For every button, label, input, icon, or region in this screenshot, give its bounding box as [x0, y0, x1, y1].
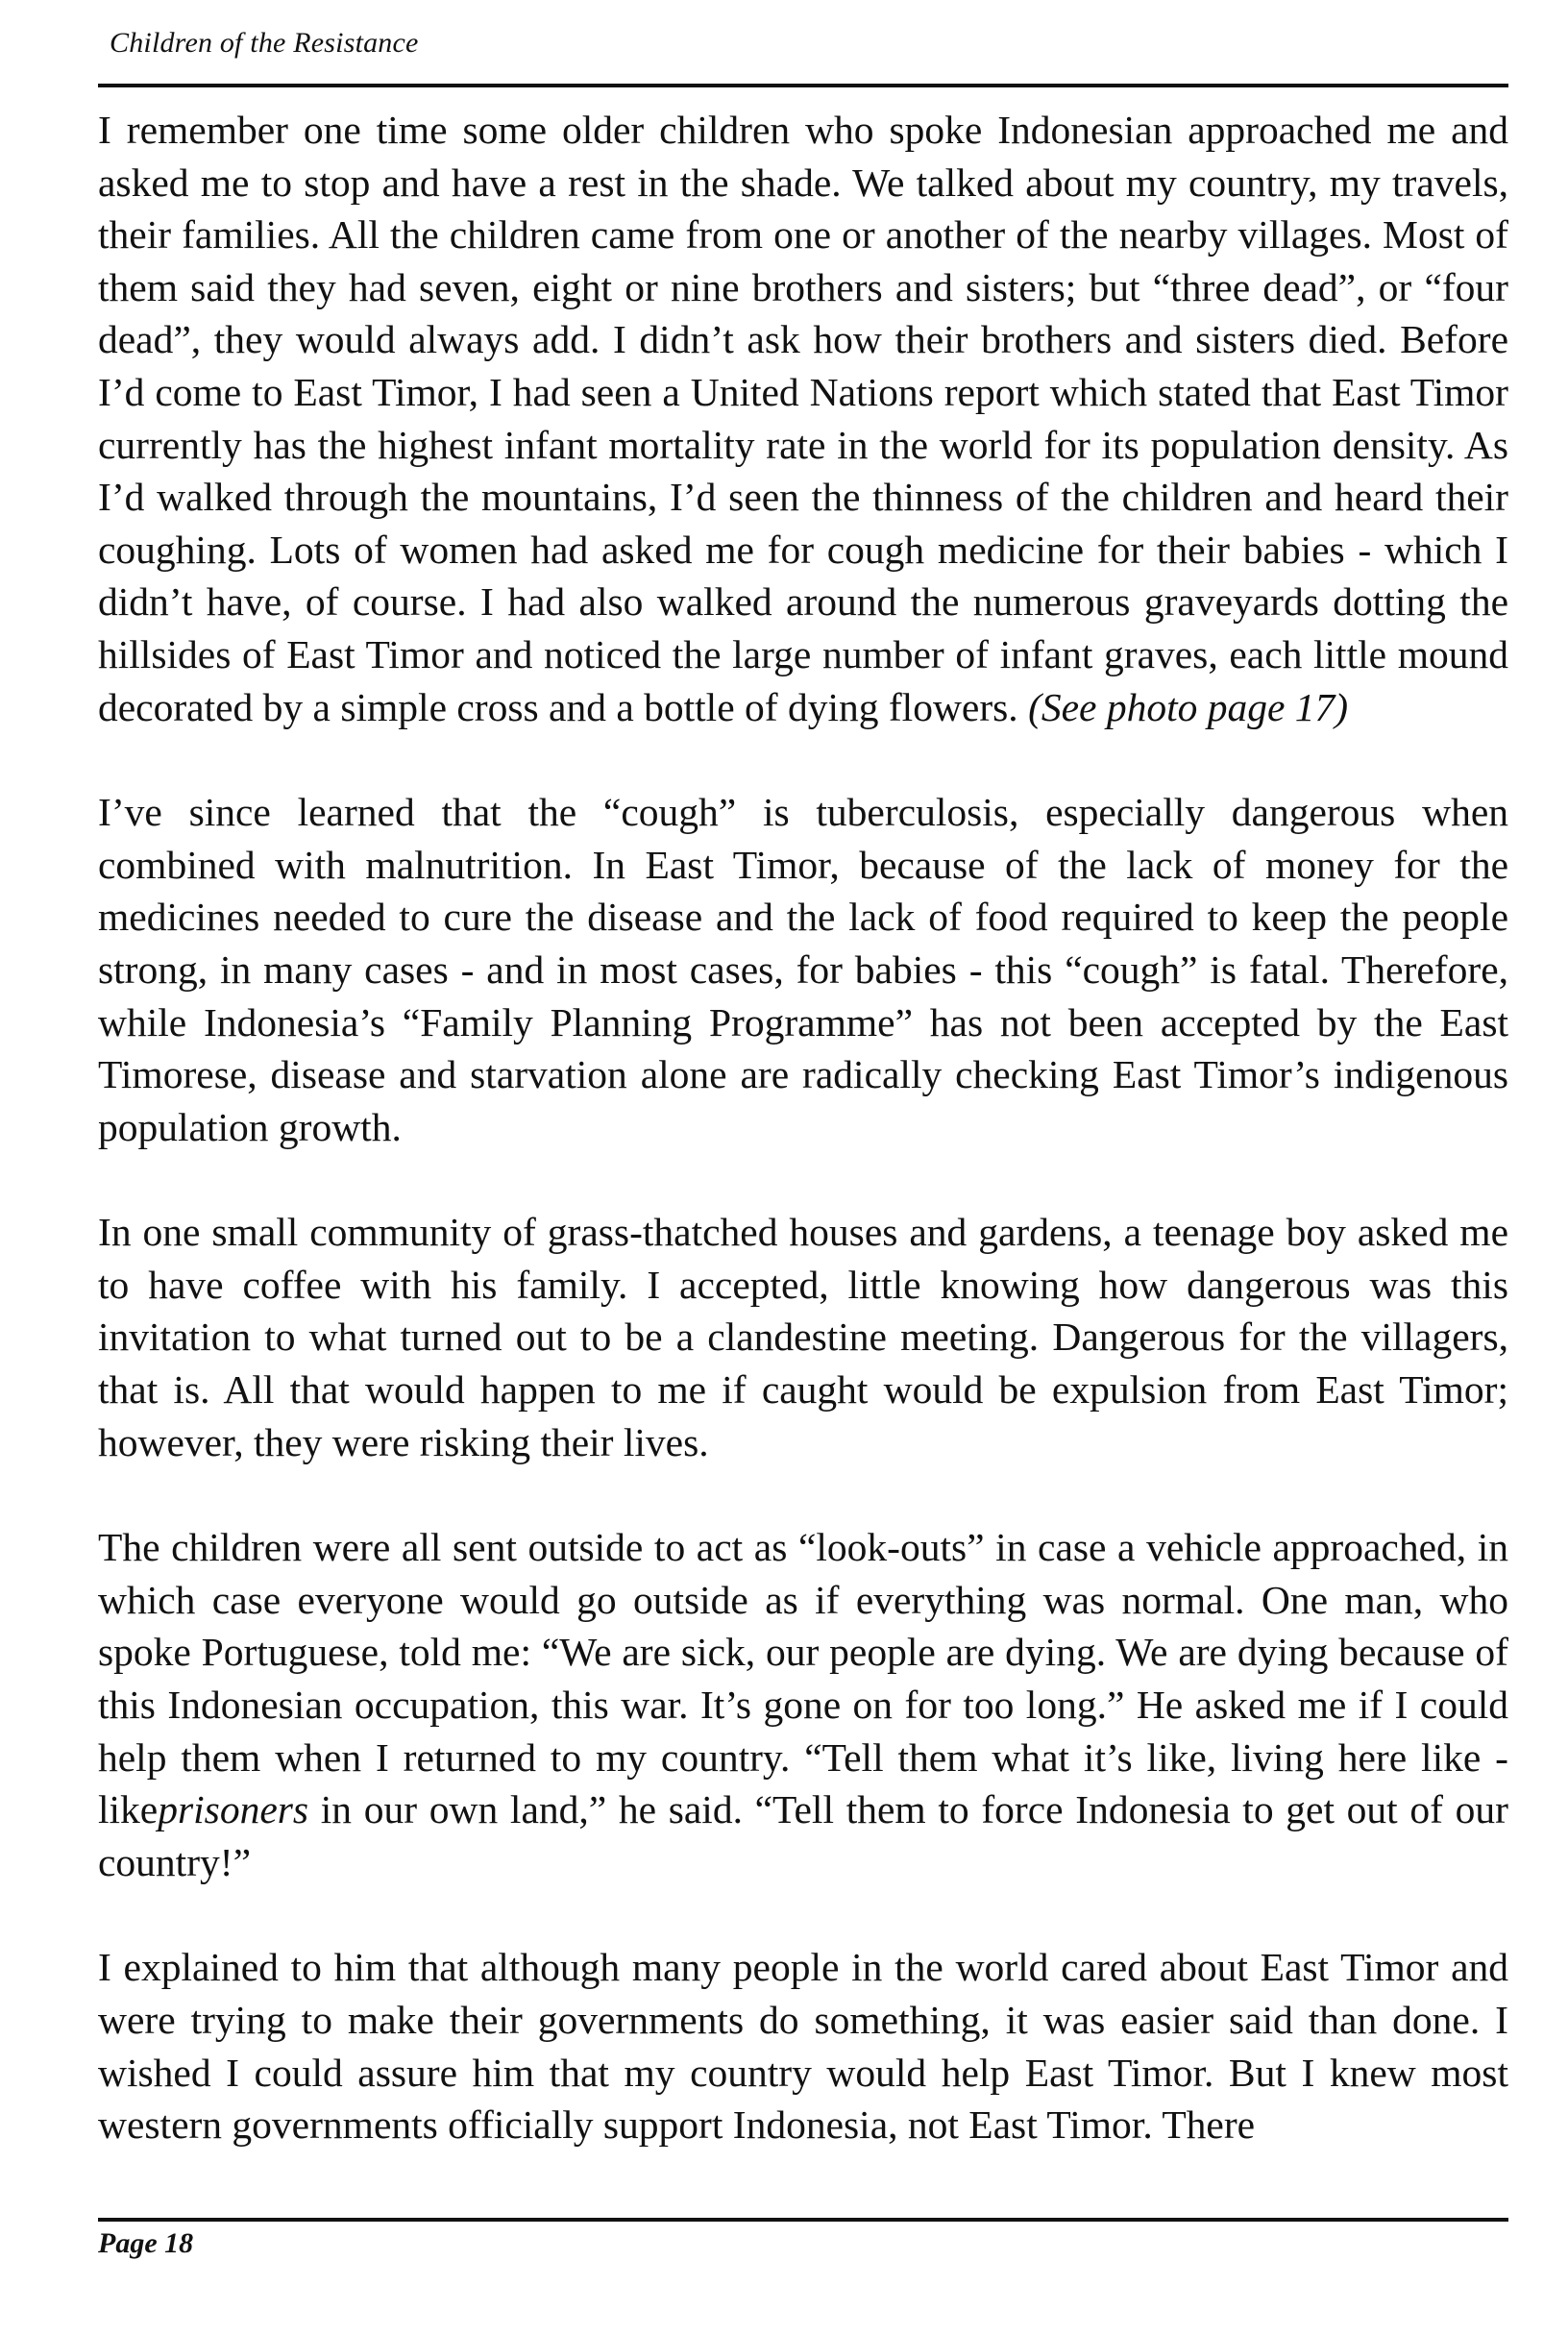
paragraph-1-text: I remember one time some older children who spoke Indonesian approached me and asked me to stop and have a rest in the shade. We talked about my country, my travels, their families. All the children came from one or another of the nearby villages. Most of them said they had seven, eight or nine brothers and sisters; but “three dead”, or “four dead”, they would always add. I didn’t ask how their brothers and sisters died. Before I’d come to East Timor, I had seen a United Nations report which stated that East Timor currently has the highest infant mortality rate in the world for its population density. As I’d walked through the mountains, I’d seen the thinness of the children and heard their coughing. Lots of women had asked me for cough medicine for their babies - which I didn’t have, of course. I had also walked around the numerous graveyards dotting the hillsides of East Timor and noticed the large number of infant graves, each little mound decorated by a simple cross and a bottle of dying flowers. [98, 108, 1508, 729]
photo-reference: (See photo page 17) [1028, 684, 1349, 729]
page-number: Page 18 [98, 2227, 194, 2259]
paragraph-4-text-b: in our own land,” he said. “Tell them to force Indonesia to get out of our country!” [98, 1787, 1508, 1884]
paragraph-4 [98, 1521, 1508, 1888]
paragraph-2: I’ve since learned that the “cough” is tuberculosis, especially dangerous when combined with malnutrition. In East Timor, because of the lack of money for the medicines needed to cure the disease and the lack of food required to keep the people strong, in many cases - and in most cases, for babies - this “cough” is fatal. Therefore, while Indonesia’s “Family Planning Programme” has not been accepted by the East Timorese, disease and starvation alone are radically checking East Timor’s indigenous population growth. [98, 790, 1508, 1149]
paragraph-1 [98, 104, 1508, 733]
footer-rule [98, 2218, 1508, 2222]
paragraph-4-text-a: The children were all sent outside to act as “look-outs” in case a vehicle approached, in which case everyone would go outside as if everything was normal. One man, who spoke Portuguese, told me: “We are sick, our people are dying. We are dying because of this Indonesian occupation, this war. It’s gone on for too long.” He asked me if I could help them when I returned to my country. “Tell them what it’s like, living here like - like [98, 1525, 1508, 1832]
body-text [98, 104, 1508, 2151]
paragraph-5: I explained to him that although many people in the world cared about East Timor and were trying to make their governments do something, it was easier said than done. I wished I could assure him that my country would help East Timor. But I knew most western governments officially support Indonesia, not East Timor. There [98, 1945, 1508, 2148]
header-rule [98, 84, 1508, 87]
running-head: Children of the Resistance [110, 27, 419, 59]
paragraph-3: In one small community of grass-thatched houses and gardens, a teenage boy asked me to have coffee with his family. I accepted, little knowing how dangerous was this invitation to what turned out to be a clandestine meeting. Dangerous for the villagers, that is. All that would happen to me if caught would be expulsion from East Timor; however, they were risking their lives. [98, 1210, 1508, 1464]
paragraph-4-emphasis: prisoners [158, 1787, 309, 1832]
